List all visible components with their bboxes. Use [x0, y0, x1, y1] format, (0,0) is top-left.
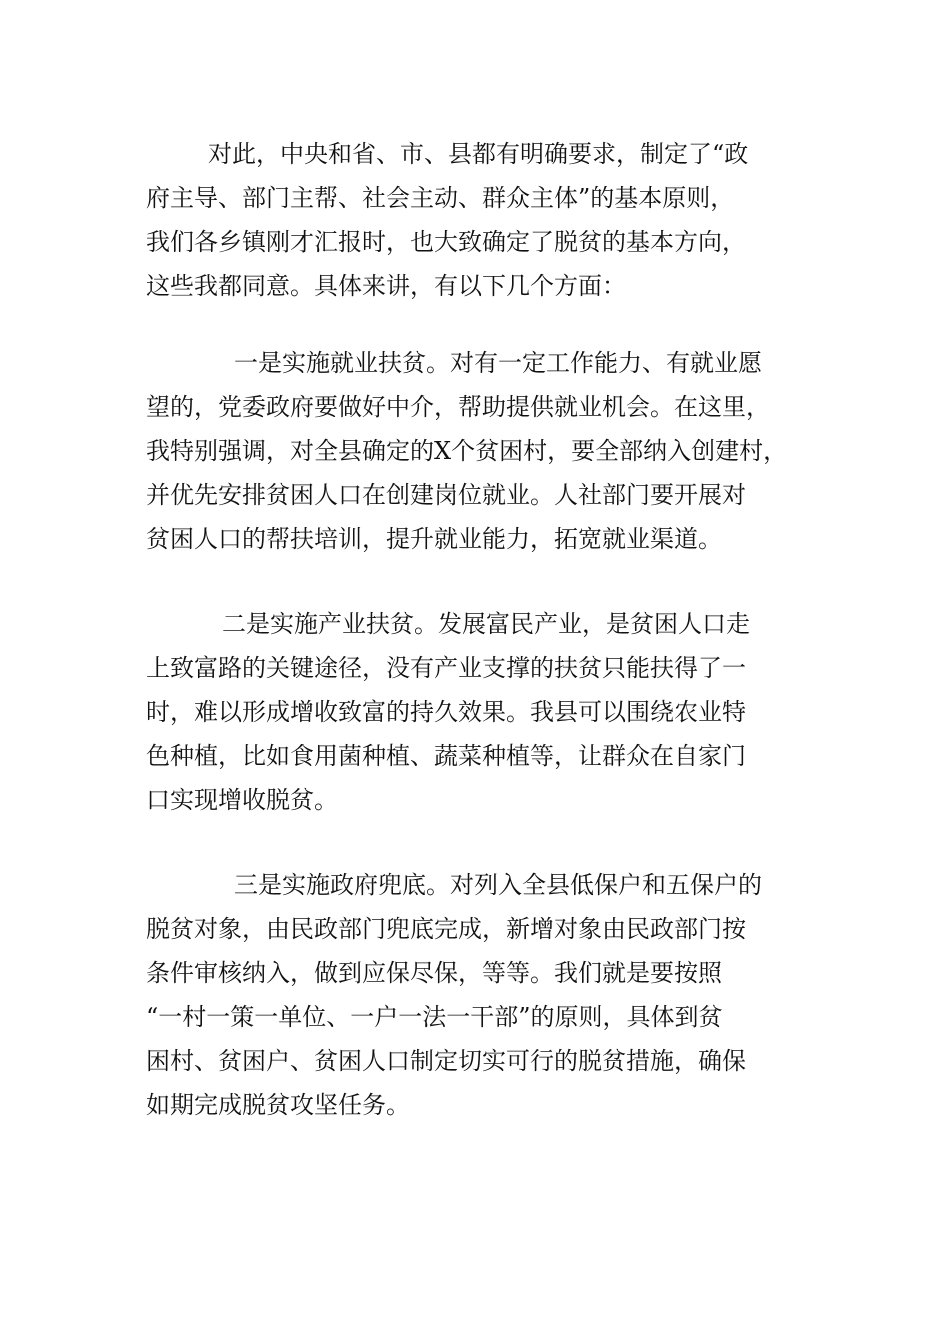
paragraph-employment-poverty-alleviation	[146, 341, 806, 561]
text-line: 府主导、部门主帮、社会主动、群众主体”的基本原则，	[146, 184, 735, 212]
text-line: “一村一策一单位、一户一法一干部”的原则，具体到贫	[146, 1003, 723, 1031]
text-line: 望的，党委政府要做好中介，帮助提供就业机会。在这里，	[146, 393, 770, 421]
text-line: 对此，中央和省、市、县都有明确要求，制定了“政	[208, 140, 749, 168]
text-line: 三是实施政府兜底。对列入全县低保户和五保户的	[234, 871, 762, 899]
text-line: 口实现增收脱贫。	[146, 786, 338, 814]
paragraph-government-safety-net	[146, 863, 806, 1127]
text-line: 困村、贫困户、贫困人口制定切实可行的脱贫措施，确保	[146, 1047, 746, 1075]
text-line: 并优先安排贫困人口在创建岗位就业。人社部门要开展对	[146, 481, 746, 509]
text-line: 一是实施就业扶贫。对有一定工作能力、有就业愿	[234, 349, 762, 377]
text-line: 上致富路的关键途径，没有产业支撑的扶贫只能扶得了一	[146, 654, 746, 682]
text-line: 我特别强调，对全县确定的X个贫困村，要全部纳入创建村，	[146, 437, 788, 465]
text-line: 脱贫对象，由民政部门兜底完成，新增对象由民政部门按	[146, 915, 746, 943]
text-line: 这些我都同意。具体来讲，有以下几个方面：	[146, 272, 626, 300]
text-line: 我们各乡镇刚才汇报时，也大致确定了脱贫的基本方向，	[146, 228, 746, 256]
text-line: 如期完成脱贫攻坚任务。	[146, 1091, 410, 1119]
text-line: 时，难以形成增收致富的持久效果。我县可以围绕农业特	[146, 698, 746, 726]
text-line: 条件审核纳入，做到应保尽保，等等。我们就是要按照	[146, 959, 722, 987]
paragraph-industry-poverty-alleviation	[146, 602, 806, 822]
paragraph-intro	[146, 132, 806, 308]
text-line: 二是实施产业扶贫。发展富民产业，是贫困人口走	[222, 610, 750, 638]
text-line: 色种植，比如食用菌种植、蔬菜种植等，让群众在自家门	[146, 742, 746, 770]
text-line: 贫困人口的帮扶培训，提升就业能力，拓宽就业渠道。	[146, 525, 722, 553]
